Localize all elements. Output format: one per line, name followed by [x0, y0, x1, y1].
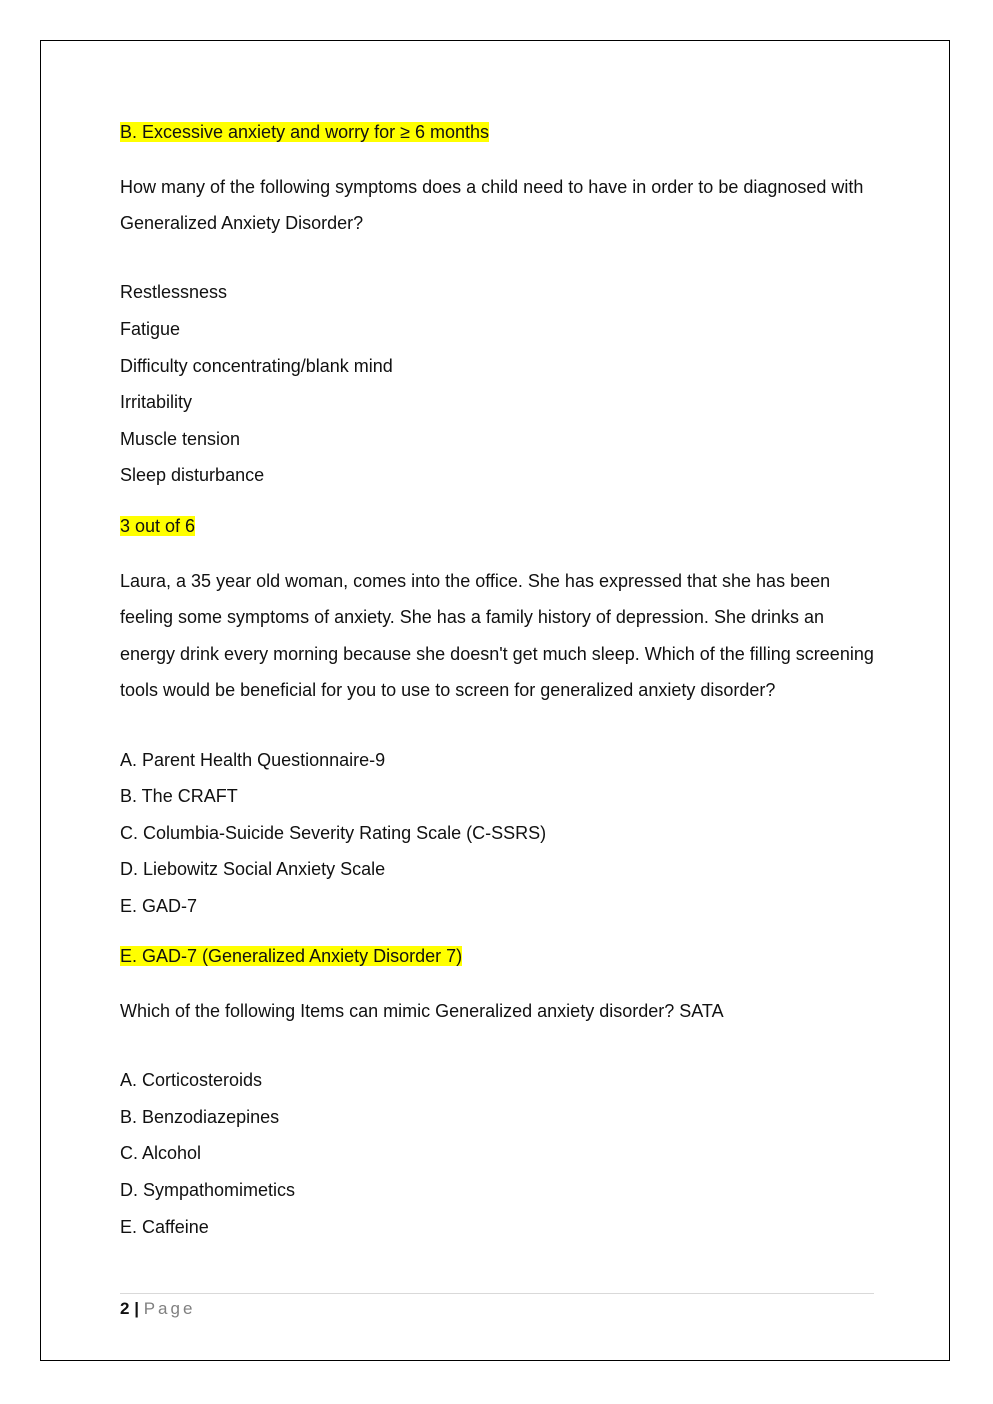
list-item: C. Columbia-Suicide Severity Rating Scale (C-SSRS)	[120, 822, 547, 843]
footer-separator: |	[134, 1299, 139, 1318]
list-item: A. Parent Health Questionnaire-9	[120, 749, 386, 770]
page-number: 2	[120, 1299, 130, 1318]
list-item: B. Benzodiazepines	[120, 1106, 280, 1127]
screening-options	[120, 746, 880, 929]
list-item: Restlessness	[120, 282, 228, 303]
document-body	[120, 118, 880, 1249]
answer-q2	[120, 512, 880, 549]
highlighted-answer: 3 out of 6	[120, 515, 196, 536]
list-item: E. GAD-7	[120, 895, 198, 916]
list-item: Muscle tension	[120, 428, 241, 449]
list-item: Irritability	[120, 392, 193, 413]
answer-q1	[120, 118, 880, 155]
mimic-options	[120, 1066, 880, 1249]
list-item: A. Corticosteroids	[120, 1070, 263, 1091]
list-item: Difficulty concentrating/blank mind	[120, 355, 393, 376]
highlighted-answer: E. GAD-7 (Generalized Anxiety Disorder 7)	[120, 946, 463, 967]
question-mimics: Which of the following Items can mimic Generalized anxiety disorder? SATA	[120, 1001, 724, 1022]
list-item: E. Caffeine	[120, 1216, 209, 1237]
answer-q3	[120, 942, 880, 979]
footer-divider	[120, 1293, 874, 1294]
page-footer	[120, 1297, 195, 1321]
question-symptom-count: How many of the following symptoms does a child need to have in order to be diagnosed with Generalized Anxiety Disorder?	[120, 176, 864, 234]
list-item: D. Liebowitz Social Anxiety Scale	[120, 859, 386, 880]
symptom-list	[120, 278, 880, 498]
list-item: Fatigue	[120, 318, 181, 339]
list-item: B. The CRAFT	[120, 786, 238, 807]
list-item: D. Sympathomimetics	[120, 1180, 296, 1201]
list-item: Sleep disturbance	[120, 465, 265, 486]
page-label: Page	[143, 1299, 196, 1318]
question-screening-tool: Laura, a 35 year old woman, comes into the office. She has expressed that she has been feeling some symptoms of anxiety. She has a family history of depression. She drinks an energy drink every morning because she doesn't get much sleep. Which of the filling screening tools would be beneficial for you to use to screen for generalized anxiety disorder?	[120, 570, 874, 701]
list-item: C. Alcohol	[120, 1143, 202, 1164]
highlighted-answer: B. Excessive anxiety and worry for ≥ 6 months	[120, 122, 490, 142]
